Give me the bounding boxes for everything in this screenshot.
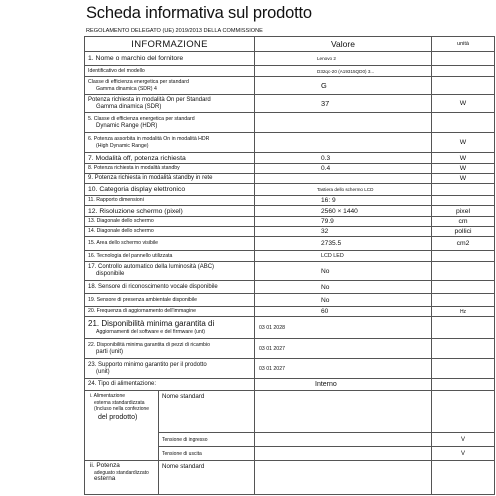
- row-label: [85, 77, 255, 95]
- row-value: No: [255, 281, 432, 294]
- row-label: 11. Rapporto dimensioni: [85, 196, 255, 206]
- table-row: [85, 95, 495, 113]
- psu-left-line: esterna standardizzata: [94, 399, 145, 406]
- row-value: 60: [255, 307, 432, 317]
- row-label-sub: (High Dynamic Range): [96, 142, 149, 149]
- table-row: [85, 206, 495, 217]
- row-label-main: 23. Supporto minimo garantito per il prodotto: [88, 361, 207, 368]
- row-label: 20. Frequenza di aggiornamento dell'immagine: [85, 307, 255, 317]
- table-row: [85, 359, 495, 379]
- info-table: [84, 36, 495, 391]
- row-value: 2560 × 1440: [255, 206, 432, 217]
- psu-name-value-2: [255, 461, 432, 495]
- row-value: 0.4: [255, 164, 432, 174]
- row-value: Interno: [255, 379, 432, 391]
- psu-name-label: Nome standard: [159, 391, 255, 433]
- table-row: [85, 52, 495, 66]
- row-unit: [432, 391, 495, 433]
- row-label: 8. Potenza richiesta in modalità standby: [85, 164, 255, 174]
- row-unit: W: [432, 153, 495, 164]
- row-value: No: [255, 262, 432, 281]
- table-row: [85, 251, 495, 262]
- row-unit: [432, 294, 495, 307]
- psu-left-line: del prodotto): [98, 413, 138, 421]
- row-value: Tastiera dello schermo LCD: [255, 184, 432, 196]
- row-unit: V: [432, 447, 495, 461]
- row-label: [85, 359, 255, 379]
- psu-external-label: [85, 391, 159, 461]
- row-label-main: 6. Potenza assorbita in modalità On in modalità HDR: [88, 135, 210, 142]
- row-value: 03 01 2027: [255, 359, 432, 379]
- row-label-sub: Gamma dinamica (SDR) 4: [96, 85, 157, 92]
- row-unit: [432, 317, 495, 339]
- row-unit: [432, 66, 495, 77]
- row-unit: [432, 339, 495, 359]
- row-label: [85, 133, 255, 153]
- header-value: Valore: [255, 37, 432, 52]
- row-label: 9. Potenza richiesta in modalità standby in rete: [85, 174, 255, 184]
- row-unit: W: [432, 164, 495, 174]
- row-unit: [432, 379, 495, 391]
- table-row: [85, 227, 495, 237]
- table-row: [85, 307, 495, 317]
- row-value: 2735.5: [255, 237, 432, 251]
- row-unit: [432, 359, 495, 379]
- row-value: 03 01 2028: [255, 317, 432, 339]
- row-label: [85, 317, 255, 339]
- table-row: [85, 77, 495, 95]
- row-value: 32: [255, 227, 432, 237]
- psu-input-voltage-value: [255, 433, 432, 447]
- row-unit: [432, 77, 495, 95]
- row-label-sub: Gamma dinamica (SDR): [96, 103, 162, 110]
- row-unit: [432, 461, 495, 495]
- row-label: 16. Tecnologia del pannello utilizzata: [85, 251, 255, 262]
- table-row: [85, 184, 495, 196]
- psu-left2-line: ii. Potenza: [90, 462, 120, 470]
- row-label: 24. Tipo di alimentazione:: [85, 379, 255, 391]
- row-unit: W: [432, 95, 495, 113]
- row-value: Lenovo 2: [255, 52, 432, 66]
- table-row: [85, 164, 495, 174]
- table-row: [85, 217, 495, 227]
- psu-adapter-label: [85, 461, 159, 495]
- row-value: G: [255, 77, 432, 95]
- table-row: [85, 294, 495, 307]
- row-value: D32qc-20 (A19315QD0) 3...: [255, 66, 432, 77]
- psu-left-line: i. Alimentazione: [90, 393, 126, 400]
- regulation-reference: REGOLAMENTO DELEGATO (UE) 2019/2013 DELLA COMMISSIONE: [86, 28, 263, 34]
- row-unit: cm: [432, 217, 495, 227]
- psu-name-value: [255, 391, 432, 433]
- row-value: 0.3: [255, 153, 432, 164]
- psu-output-voltage-value: [255, 447, 432, 461]
- row-value: [255, 174, 432, 184]
- table-row: [85, 174, 495, 184]
- row-value: 03 01 2027: [255, 339, 432, 359]
- row-unit: V: [432, 433, 495, 447]
- row-value: 16: 9: [255, 196, 432, 206]
- info-table-container: [84, 36, 494, 496]
- row-value: [255, 133, 432, 153]
- row-unit: [432, 113, 495, 133]
- psu-left2-line: esterna: [94, 475, 116, 483]
- psu-name-label-2: Nome standard: [159, 461, 255, 495]
- table-row: [85, 262, 495, 281]
- row-label-sub: Dynamic Range (HDR): [96, 122, 158, 129]
- row-value: LCD LED: [255, 251, 432, 262]
- row-unit: [432, 251, 495, 262]
- row-unit: W: [432, 174, 495, 184]
- row-label-main: Classe di efficienza energetica per standard: [88, 78, 189, 85]
- psu-input-voltage-label: Tensione di ingresso: [159, 433, 255, 447]
- table-header-row: [85, 37, 495, 52]
- row-label: Identificativo del modello: [85, 66, 255, 77]
- row-unit: cm2: [432, 237, 495, 251]
- row-label: 12. Risoluzione schermo (pixel): [85, 206, 255, 217]
- row-unit: [432, 262, 495, 281]
- table-row: [85, 461, 495, 495]
- row-label: 15. Area dello schermo visibile: [85, 237, 255, 251]
- header-info: INFORMAZIONE: [85, 37, 255, 52]
- row-label: 13. Diagonale dello schermo: [85, 217, 255, 227]
- row-unit: [432, 196, 495, 206]
- row-unit: [432, 184, 495, 196]
- table-row: [85, 281, 495, 294]
- psu-left2-line: adeguato standardizzato: [94, 469, 149, 476]
- row-label-main: 17. Controllo automatico della luminosità (ABC): [88, 264, 215, 270]
- table-row: [85, 133, 495, 153]
- row-label: 7. Modalità off, potenza richiesta: [85, 153, 255, 164]
- row-label-main: 22. Disponibilità minima garantita di pezzi di ricambio: [88, 341, 210, 348]
- power-supply-table: [84, 390, 495, 495]
- row-label-main: Potenza richiesta in modalità On per Standard: [88, 96, 211, 103]
- row-unit: pollici: [432, 227, 495, 237]
- row-value: 79.9: [255, 217, 432, 227]
- row-label-main: 5. Classe di efficienza energetica per standard: [88, 115, 195, 122]
- table-row: [85, 391, 495, 433]
- row-value: No: [255, 294, 432, 307]
- row-label: 19. Sensore di presenza ambientale disponibile: [85, 294, 255, 307]
- row-unit: [432, 52, 495, 66]
- row-label: [85, 113, 255, 133]
- row-label-sub: (unit): [96, 368, 110, 375]
- psu-output-voltage-label: Tensione di uscita: [159, 447, 255, 461]
- row-label: [85, 262, 255, 281]
- table-row: [85, 339, 495, 359]
- row-label: 14. Diagonale dello schermo: [85, 227, 255, 237]
- row-label: 10. Categoria display elettronico: [85, 184, 255, 196]
- row-label-sub: Aggiornamenti del software e del firmware (unt): [96, 329, 205, 335]
- row-unit: [432, 281, 495, 294]
- row-label-sub: disponibile: [96, 271, 125, 277]
- table-row: [85, 317, 495, 339]
- header-unit: unità: [432, 37, 495, 52]
- table-row: [85, 379, 495, 391]
- row-unit: Hz: [432, 307, 495, 317]
- table-row: [85, 153, 495, 164]
- page-title: Scheda informativa sul prodotto: [86, 4, 312, 22]
- table-row: [85, 196, 495, 206]
- table-row: [85, 113, 495, 133]
- row-label: [85, 95, 255, 113]
- row-label-main: 21. Disponibilità minima garantita di: [88, 319, 215, 328]
- row-value: 37: [255, 95, 432, 113]
- row-label: [85, 339, 255, 359]
- row-label: 1. Nome o marchio del fornitore: [85, 52, 255, 66]
- psu-left-line: (Incluso nella confezione: [94, 406, 150, 413]
- row-unit: W: [432, 133, 495, 153]
- row-label: 18. Sensore di riconoscimento vocale disponibile: [85, 281, 255, 294]
- row-unit: pixel: [432, 206, 495, 217]
- table-row: [85, 237, 495, 251]
- row-label-sub: parti (unit): [96, 348, 124, 355]
- table-row: [85, 66, 495, 77]
- row-value: [255, 113, 432, 133]
